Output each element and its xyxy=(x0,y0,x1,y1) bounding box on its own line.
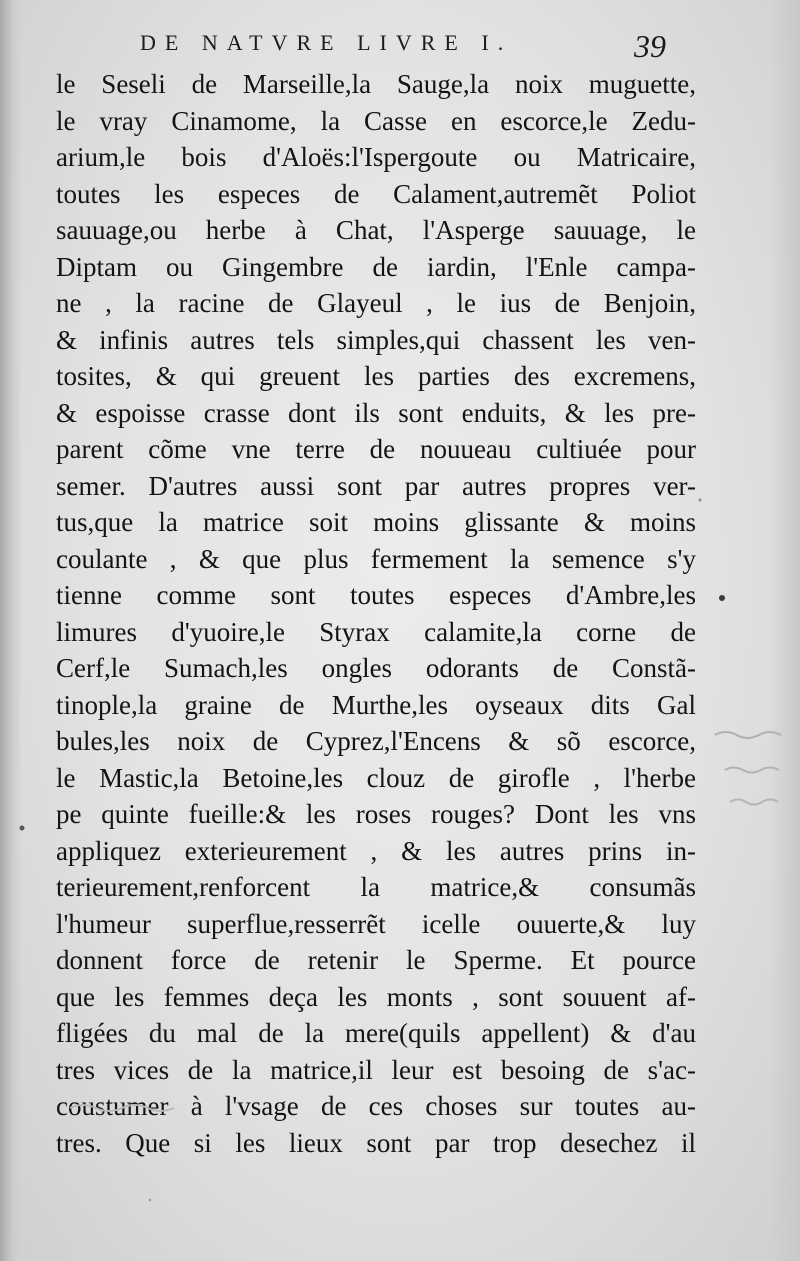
text-line: & espoisse crasse dont ils sont enduits, & les pre- xyxy=(56,397,696,428)
text-line: semer. D'autres aussi sont par autres propres ver- xyxy=(56,470,696,501)
text-line: coulante , & que plus fermement la semence s'y xyxy=(56,543,696,574)
text-line: pe quinte fueille:& les roses rouges? Dont les vns xyxy=(56,799,696,829)
text-line: parent cõme vne terre de nouueau cultiuée pour xyxy=(56,434,696,464)
text-line: limures d'yuoire,le Styrax calamite,la corne de xyxy=(56,616,696,647)
text-line: le Seseli de Marseille,la Sauge,la noix muguette, xyxy=(56,69,696,99)
running-head: DE NATVRE LIVRE I. xyxy=(140,30,513,55)
text-line: tienne comme sont toutes especes d'Ambre,les xyxy=(56,580,696,610)
text-line: tres. Que si les lieux sont par trop desechez il xyxy=(56,1127,696,1158)
text-line: sauuage,ou herbe à Chat, l'Asperge sauuage, le xyxy=(56,215,696,245)
text-line: donnent force de retenir le Sperme. Et pource xyxy=(56,945,696,975)
text-line: appliquez exterieurement , & les autres prins in- xyxy=(56,835,696,866)
text-line: tres vices de la matrice,il leur est besoing de s'ac- xyxy=(56,1054,696,1085)
text-line: terieurement,renforcent la matrice,& consumãs xyxy=(56,872,696,902)
text-line: Cerf,le Sumach,les ongles odorants de Constã- xyxy=(56,653,696,683)
text-line: bules,les noix de Cyprez,l'Encens & sõ escorce, xyxy=(56,726,696,756)
text-line: & infinis autres tels simples,qui chassent les ven- xyxy=(56,324,696,355)
text-line: le vray Cinamome, la Casse en escorce,le Zedu- xyxy=(56,105,696,136)
text-line: ne , la racine de Glayeul , le ius de Benjoin, xyxy=(56,288,696,318)
text-line: fligées du mal de la mere(quils appellent) & d'au xyxy=(56,1018,696,1048)
text-line: Diptam ou Gingembre de iardin, l'Enle campa- xyxy=(56,251,696,282)
text-line: coustumer à l'vsage de ces choses sur toutes au- xyxy=(56,1091,696,1121)
text-line: tosites, & qui greuent les parties des excremens, xyxy=(56,361,696,391)
text-line: arium,le bois d'Aloës:l'Ispergoute ou Matricaire, xyxy=(56,142,696,172)
text-line: que les femmes deça les monts , sont souuent af- xyxy=(56,981,696,1012)
page-number: 39 xyxy=(634,28,666,64)
text-line: toutes les especes de Calament,autremẽt Poliot xyxy=(56,178,696,209)
text-line: tus,que la matrice soit moins glissante & moins xyxy=(56,507,696,537)
text-line: tinople,la graine de Murthe,les oyseaux dits Gal xyxy=(56,689,696,720)
text-line: l'humeur superflue,resserrẽt icelle ouuerte,& luy xyxy=(56,908,696,939)
text-line: le Mastic,la Betoine,les clouz de girofle , l'herbe xyxy=(56,762,696,793)
